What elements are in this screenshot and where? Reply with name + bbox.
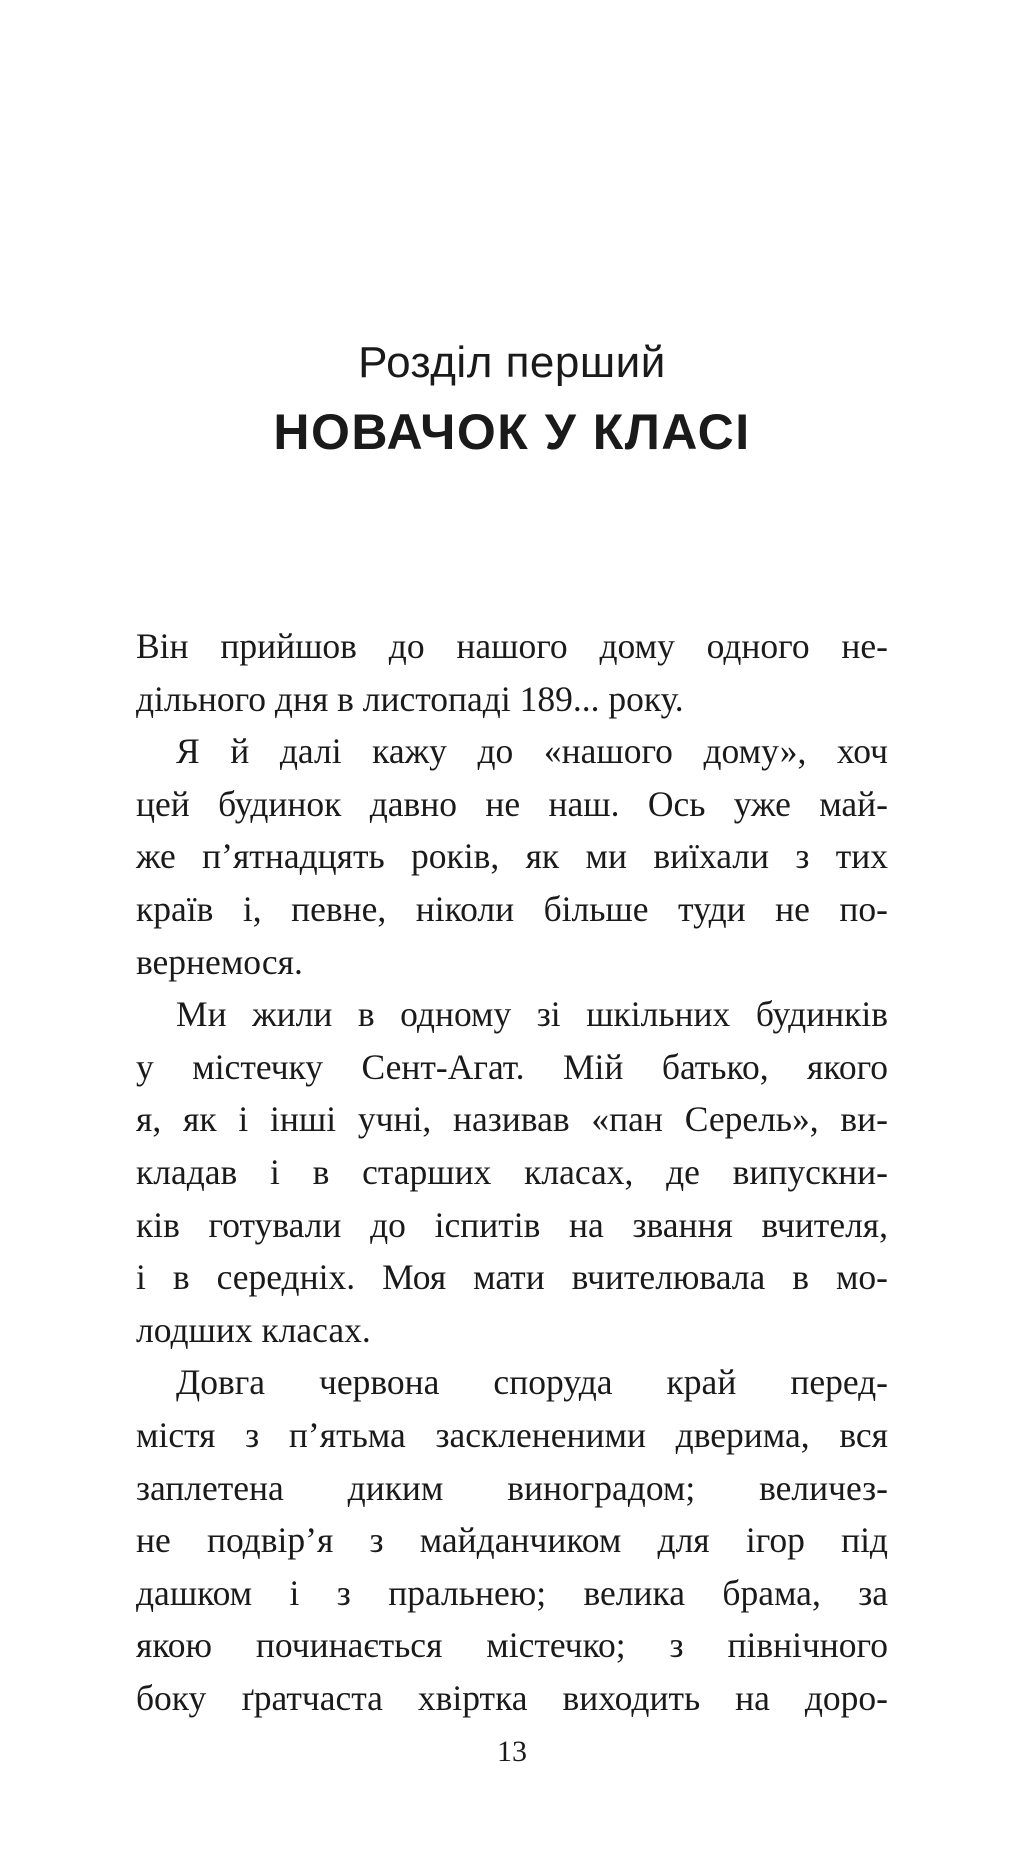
text-line: у містечку Сент-Агат. Мій батько, якого <box>136 1046 888 1087</box>
text-line: містя з п’ятьма засклененими дверима, вся <box>136 1414 888 1455</box>
text-line: не подвір’я з майданчиком для ігор під <box>136 1520 888 1561</box>
text-line: боку ґратчаста хвіртка виходить на доро- <box>136 1677 888 1718</box>
text-line: Довга червона споруда край перед- <box>176 1362 888 1403</box>
text-line: цей будинок давно не наш. Ось уже май- <box>136 783 888 824</box>
text-line: країв і, певне, ніколи більше туди не по- <box>136 888 888 929</box>
chapter-heading <box>0 335 1024 463</box>
text-line: Він прийшов до нашого дому одного не- <box>136 626 888 666</box>
page-number: 13 <box>497 1735 527 1768</box>
chapter-title: НОВАЧОК У КЛАСІ <box>273 404 751 460</box>
text-line: я, як і інші учні, називав «пан Серель», ви- <box>136 1099 888 1140</box>
text-line: дільного дня в листопаді 189... року. <box>136 678 684 719</box>
chapter-label: Розділ перший <box>358 338 666 387</box>
text-line: дашком і з пральнею; велика брама, за <box>136 1572 888 1613</box>
text-line: лодших класах. <box>136 1309 371 1350</box>
text-line: заплетена диким виноградом; величез- <box>136 1467 888 1508</box>
body-text <box>136 620 888 1724</box>
text-line: Я й далі кажу до «нашого дому», хоч <box>176 731 888 772</box>
text-line: якою починається містечко; з північного <box>136 1625 888 1666</box>
text-line: вернемося. <box>136 941 303 982</box>
text-line: ків готували до іспитів на звання вчителя, <box>136 1204 888 1245</box>
text-line: Ми жили в одному зі шкільних будинків <box>176 994 888 1035</box>
text-line: і в середніх. Моя мати вчителювала в мо- <box>136 1257 888 1298</box>
text-line: же п’ятнадцять років, як ми виїхали з тих <box>136 836 888 877</box>
text-line: кладав і в старших класах, де випускни- <box>136 1151 888 1192</box>
